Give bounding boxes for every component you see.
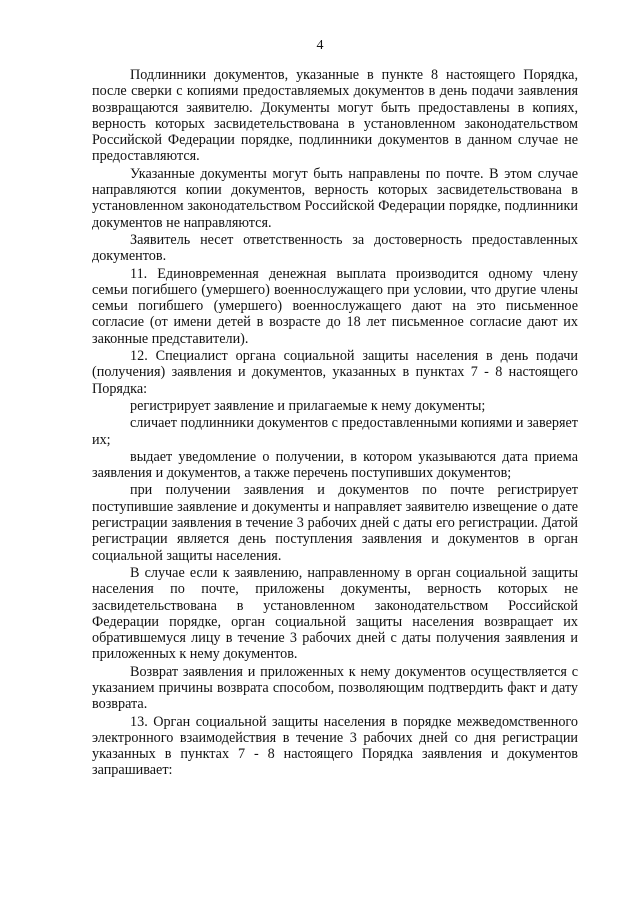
- paragraph-mail-submission: Указанные документы могут быть направлены по почте. В этом случае направляются копии документов, верность которых засвидетельствована в установленном законодательством Российской Федерации порядке, подлинники документов не направляются.: [92, 165, 578, 231]
- paragraph-uncertified-documents: В случае если к заявлению, направленному в орган социальной защиты населения по почте, приложены документы, верность которых не засвидетельствована в установленном законодательством Российской Федерации порядке, орган социальной защиты населения возвращает их обратившемуся лицу в течение 3 рабочих дней с даты получения заявления и приложенных к нему документов.: [92, 564, 578, 663]
- paragraph-item-12: 12. Специалист органа социальной защиты населения в день подачи (получения) заявления и документов, указанных в пунктах 7 - 8 настоящего Порядка:: [92, 348, 578, 397]
- page-number: 4: [316, 38, 324, 53]
- paragraph-compares: сличает подлинники документов с предоставленными копиями и заверяет их;: [92, 415, 578, 448]
- paragraph-applicant-responsibility: Заявитель несет ответственность за достоверность предоставленных документов.: [92, 231, 578, 265]
- paragraph-mail-registration: при получении заявления и документов по почте регистрирует поступившие заявление и документы и направляет заявителю извещение о дате регистрации заявления в течение 3 рабочих дней с даты его регистрации. Датой регистрации является день поступления заявления и документов в орган социальной защиты населения.: [92, 482, 578, 564]
- paragraph-item-13: 13. Орган социальной защиты населения в порядке межведомственного электронного взаимодействия в течение 3 рабочих дней со дня регистрации указанных в пунктах 7 - 8 настоящего Порядка заявления и документов запрашивает:: [92, 713, 578, 779]
- paragraph-originals-returned: Подлинники документов, указанные в пункте 8 настоящего Порядка, после сверки с копиями предоставляемых документов в день подачи заявления возвращаются заявителю. Документы могут быть предоставлены в копиях, верность которых засвидетельствована в установленном законодательством Российской Федерации порядке, подлинники документов в данном случае не предоставляются.: [92, 67, 578, 165]
- paragraph-item-11: 11. Единовременная денежная выплата производится одному члену семьи погибшего (умершего) военнослужащего при условии, что другие члены семьи погибшего (умершего) военнослужащего дают на это письменное согласие (от имени детей в возрасте до 18 лет письменное согласие дают их законные представители).: [92, 265, 578, 347]
- paragraph-registers: регистрирует заявление и прилагаемые к нему документы;: [130, 397, 486, 414]
- paragraph-return: Возврат заявления и приложенных к нему документов осуществляется с указанием причины возврата способом, позволяющим подтвердить факт и дату возврата.: [92, 663, 578, 713]
- document-body: [92, 67, 578, 779]
- paragraph-issues-notice: выдает уведомление о получении, в котором указываются дата приема заявления и документов, а также перечень поступивших документов;: [92, 448, 578, 482]
